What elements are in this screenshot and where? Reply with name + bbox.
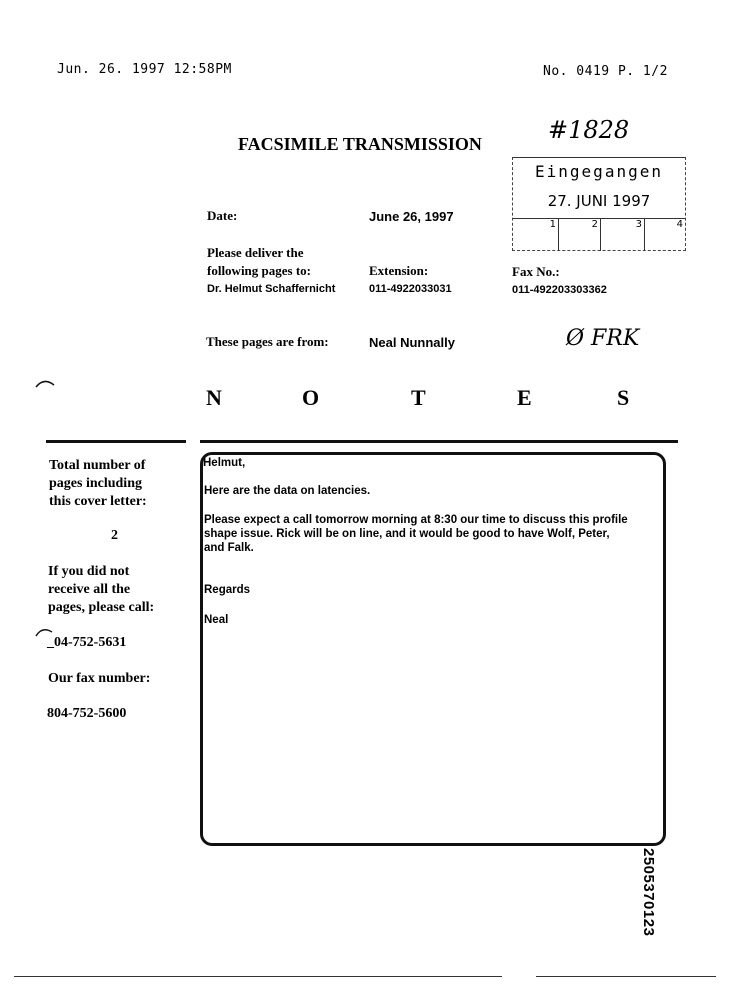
stamp-cell: 1 bbox=[513, 219, 559, 251]
sidebar-call-text bbox=[48, 563, 154, 617]
message-paragraph-line: shape issue. Rick will be on line, and it would be good to have Wolf, Peter, bbox=[204, 528, 610, 540]
stamp-cell: 4 bbox=[676, 219, 683, 230]
stamp-date: 27. JUNI 1997 bbox=[547, 192, 651, 210]
stamp-label: Eingegangen bbox=[535, 162, 663, 181]
received-stamp bbox=[512, 157, 686, 251]
recipient-name: Dr. Helmut Schaffernicht bbox=[207, 283, 336, 295]
scan-mark-icon bbox=[34, 377, 58, 391]
message-closing: Regards bbox=[204, 584, 251, 596]
message-paragraph bbox=[204, 513, 628, 555]
message-paragraph-line: Please expect a call tomorrow morning at 8:30 our time to discuss this profile bbox=[204, 514, 628, 526]
date-value: June 26, 1997 bbox=[369, 209, 454, 224]
deliver-label-line1: Please deliver the bbox=[207, 245, 304, 260]
handwritten-initials: Ø FRK bbox=[566, 326, 640, 351]
document-title: FACSIMILE TRANSMISSION bbox=[238, 134, 482, 154]
sidebar-total-line: Total number of bbox=[49, 458, 146, 473]
message-signature: Neal bbox=[204, 614, 229, 626]
notes-rule bbox=[200, 440, 678, 443]
notes-letter: E bbox=[517, 385, 532, 410]
sidebar-total-value: 2 bbox=[111, 528, 118, 543]
handwritten-file-number: #1828 bbox=[548, 116, 630, 144]
fax-number-value: 011-492203303362 bbox=[512, 284, 607, 296]
message-greeting: Helmut, bbox=[203, 457, 246, 469]
from-value: Neal Nunnally bbox=[369, 335, 455, 350]
sidebar-fax-label: Our fax number: bbox=[48, 671, 151, 686]
notes-letter: N bbox=[206, 385, 222, 410]
notes-letter: T bbox=[411, 385, 426, 410]
date-label: Date: bbox=[207, 208, 238, 223]
sidebar-call-line: pages, please call: bbox=[48, 600, 155, 615]
extension-label: Extension: bbox=[369, 263, 429, 278]
deliver-label-line2: following pages to: bbox=[207, 263, 311, 278]
extension-value: 011-4922033031 bbox=[369, 283, 452, 295]
fax-timestamp: Jun. 26. 1997 12:58PM bbox=[57, 62, 232, 77]
notes-letter: O bbox=[302, 385, 320, 410]
sidebar-fax-number: 804-752-5600 bbox=[47, 706, 127, 721]
fax-number-label: Fax No.: bbox=[512, 264, 560, 279]
sidebar-total-line: pages including bbox=[49, 476, 142, 491]
sidebar-total-line: this cover letter: bbox=[49, 494, 147, 509]
from-label: These pages are from: bbox=[206, 334, 329, 349]
stamp-grid bbox=[513, 218, 685, 251]
fax-page-info: No. 0419 P. 1/2 bbox=[543, 64, 668, 79]
sidebar-rule bbox=[46, 440, 186, 443]
message-line: Here are the data on latencies. bbox=[204, 485, 371, 497]
bottom-rule bbox=[536, 976, 716, 977]
sidebar-call-number: _04-752-5631 bbox=[47, 635, 127, 650]
message-box bbox=[200, 452, 666, 846]
sidebar-call-line: receive all the bbox=[48, 582, 131, 597]
bottom-rule bbox=[14, 976, 502, 977]
stamp-cell: 2 bbox=[559, 219, 601, 251]
message-paragraph-line: and Falk. bbox=[204, 542, 254, 554]
sidebar-call-line: If you did not bbox=[48, 564, 130, 579]
notes-letter: S bbox=[617, 385, 630, 410]
document-id: 2505370123 bbox=[640, 848, 657, 937]
sidebar-total-text bbox=[49, 457, 147, 511]
stamp-cell: 3 bbox=[601, 219, 645, 251]
